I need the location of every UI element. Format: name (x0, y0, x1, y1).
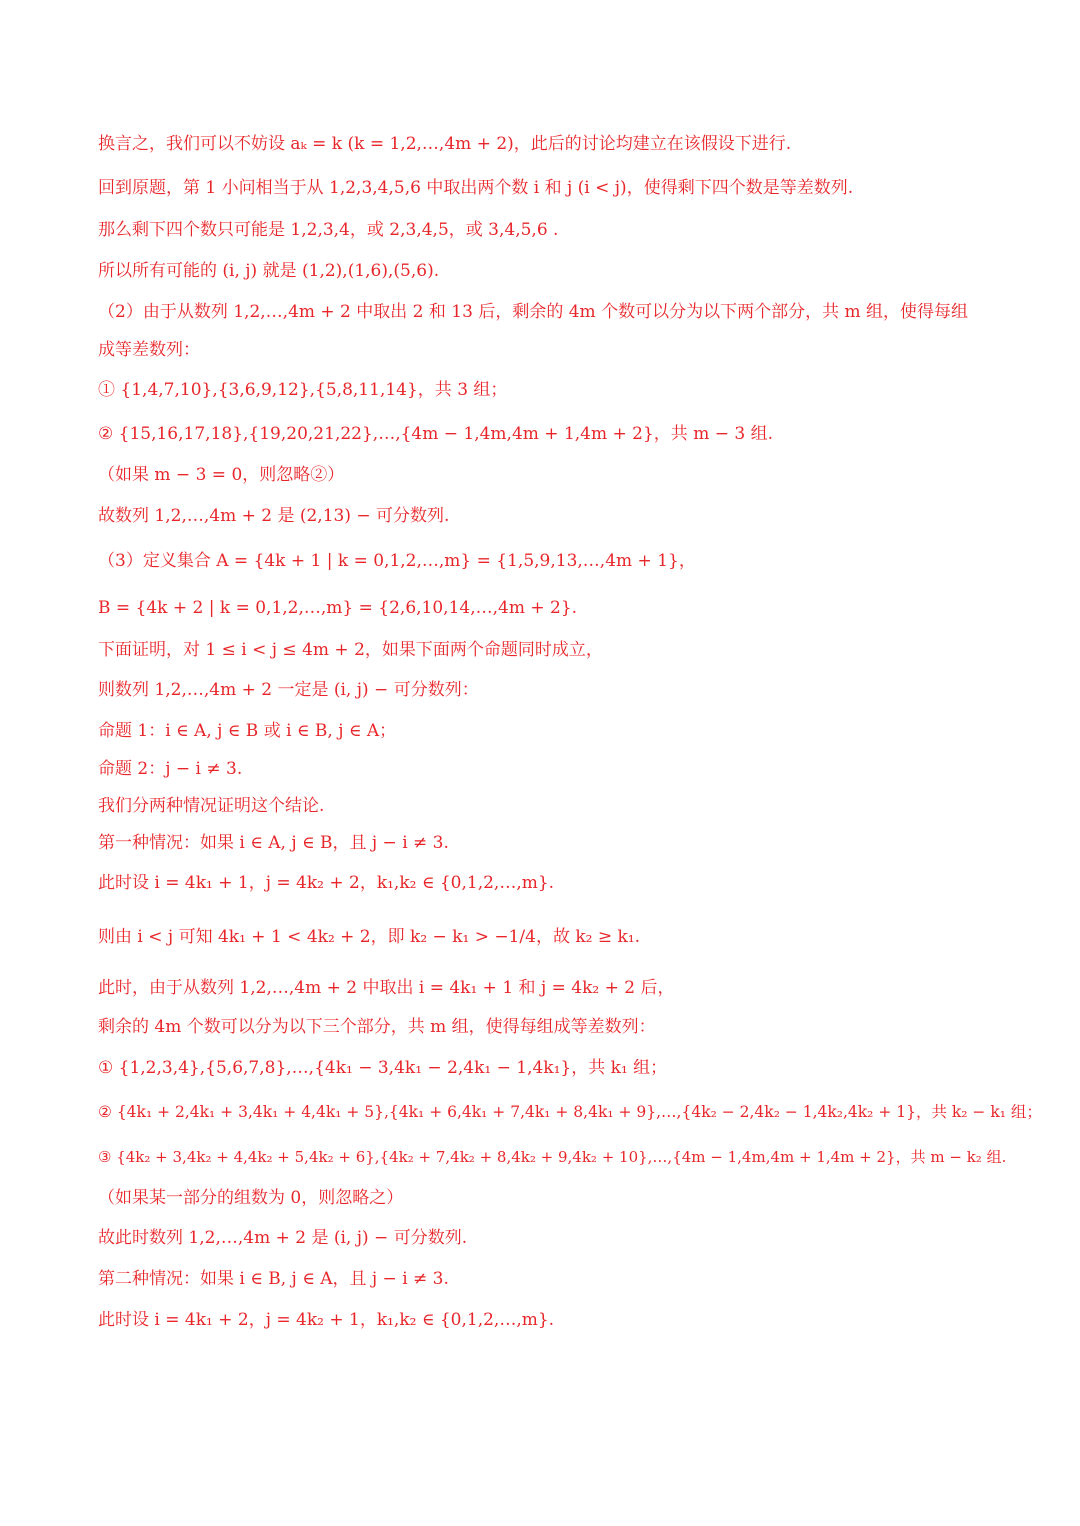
text-line-28: 第二种情况：如果 i ∈ B, j ∈ A，且 j − i ≠ 3. (98, 1269, 449, 1289)
text-line-1: 换言之，我们可以不妨设 aₖ = k (k = 1,2,…,4m + 2)，此后的讨论均建立在该假设下进行. (98, 134, 792, 154)
text-line-29: 此时设 i = 4k₁ + 2，j = 4k₂ + 1，k₁,k₂ ∈ {0,1,2,…,m}. (98, 1310, 555, 1330)
text-line-17: 我们分两种情况证明这个结论. (98, 796, 325, 816)
text-line-20: 则由 i < j 可知 4k₁ + 1 < 4k₂ + 2，即 k₂ − k₁ > −1/4，故 k₂ ≥ k₁. (98, 927, 641, 947)
text-line-3: 那么剩下四个数只可能是 1,2,3,4，或 2,3,4,5，或 3,4,5,6 . (98, 220, 559, 240)
text-line-21: 此时，由于从数列 1,2,…,4m + 2 中取出 i = 4k₁ + 1 和 j = 4k₂ + 2 后， (98, 978, 675, 998)
text-line-26: （如果某一部分的组数为 0，则忽略之） (98, 1188, 404, 1208)
text-line-13: 下面证明，对 1 ≤ i < j ≤ 4m + 2，如果下面两个命题同时成立， (98, 640, 603, 660)
text-line-4: 所以所有可能的 (i, j) 就是 (1,2),(1,6),(5,6). (98, 261, 440, 281)
text-line-7: ① {1,4,7,10},{3,6,9,12},{5,8,11,14}，共 3 组； (98, 380, 508, 400)
text-line-14: 则数列 1,2,…,4m + 2 一定是 (i, j) − 可分数列： (98, 680, 479, 700)
text-line-18: 第一种情况：如果 i ∈ A, j ∈ B，且 j − i ≠ 3. (98, 833, 449, 853)
text-line-9: （如果 m − 3 = 0，则忽略②） (98, 465, 345, 485)
text-line-6: 成等差数列： (98, 340, 200, 360)
text-line-16: 命题 2：j − i ≠ 3. (98, 759, 243, 779)
text-line-5: （2）由于从数列 1,2,…,4m + 2 中取出 2 和 13 后，剩余的 4m 个数可以分为以下两个部分，共 m 组，使得每组 (98, 302, 969, 322)
text-line-27: 故此时数列 1,2,…,4m + 2 是 (i, j) − 可分数列. (98, 1228, 468, 1248)
text-line-15: 命题 1：i ∈ A, j ∈ B 或 i ∈ B, j ∈ A； (98, 721, 397, 741)
text-line-8: ② {15,16,17,18},{19,20,21,22},…,{4m − 1,4m,4m + 1,4m + 2}，共 m − 3 组. (98, 424, 773, 444)
text-line-22: 剩余的 4m 个数可以分为以下三个部分，共 m 组，使得每组成等差数列： (98, 1017, 656, 1037)
text-line-12: B = {4k + 2 | k = 0,1,2,…,m} = {2,6,10,14,…,4m + 2}. (98, 598, 578, 618)
text-line-2: 回到原题，第 1 小问相当于从 1,2,3,4,5,6 中取出两个数 i 和 j (i < j)，使得剩下四个数是等差数列. (98, 178, 854, 198)
text-line-23: ① {1,2,3,4},{5,6,7,8},…,{4k₁ − 3,4k₁ − 2,4k₁ − 1,4k₁}，共 k₁ 组； (98, 1058, 668, 1078)
text-line-25: ③ {4k₂ + 3,4k₂ + 4,4k₂ + 5,4k₂ + 6},{4k₂ + 7,4k₂ + 8,4k₂ + 9,4k₂ + 10},…,{4m − 1,4m,4m + 1,4m + 2}，共 m − k₂ 组. (98, 1148, 1007, 1166)
text-line-19: 此时设 i = 4k₁ + 1，j = 4k₂ + 2，k₁,k₂ ∈ {0,1,2,…,m}. (98, 873, 555, 893)
text-line-11: （3）定义集合 A = {4k + 1 | k = 0,1,2,…,m} = {1,5,9,13,…,4m + 1}， (98, 551, 696, 571)
text-line-24: ② {4k₁ + 2,4k₁ + 3,4k₁ + 4,4k₁ + 5},{4k₁ + 6,4k₁ + 7,4k₁ + 8,4k₁ + 9},…,{4k₂ − 2,4k₂ − 1,4k₂,4k₂ + 1}，共 k₂ − k₁ 组； (98, 1103, 1042, 1121)
text-line-10: 故数列 1,2,…,4m + 2 是 (2,13) − 可分数列. (98, 506, 450, 526)
